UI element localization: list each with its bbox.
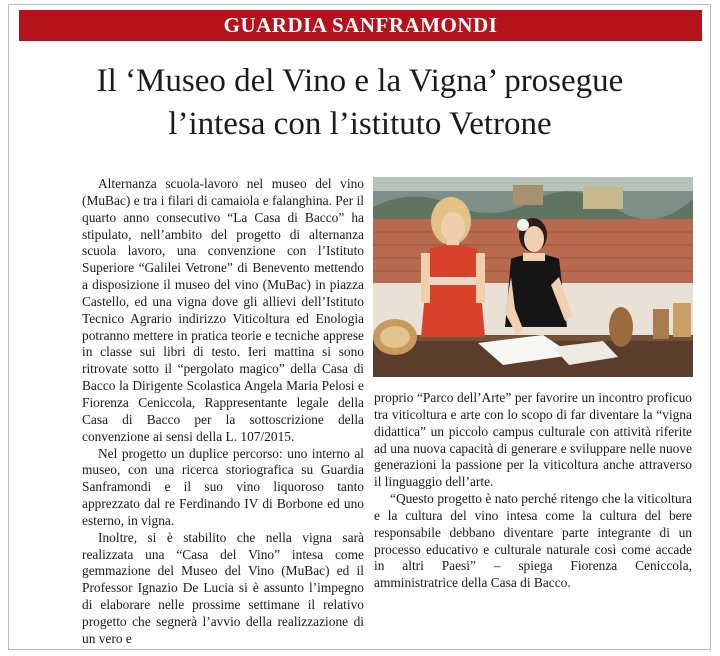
article-photo xyxy=(373,177,693,377)
headline-line-2: l’intesa con l’istituto Vetrone xyxy=(168,106,552,142)
section-header: GUARDIA SANFRAMONDI xyxy=(19,10,702,41)
photo-illustration xyxy=(373,177,693,377)
paragraph: “Questo progetto è nato perché ritengo che la viticoltura e la cultura del vino intesa come la cultura del bere responsabile debbano diventare parte integrante di un processo educativo e culturale naturale così come accade in altri Paesi” – spiega Fiorenza Ceniccola, amministratrice della Casa di Bacco. xyxy=(374,491,692,591)
paragraph: Nel progetto un duplice percorso: uno interno al museo, con una ricerca storiografica su Guardia Sanframondi e il suo vino liquoroso tanto apprezzato dal re Ferdinando IV di Borbone ed uno esterno, in vigna. xyxy=(82,445,364,528)
article-column-1 xyxy=(82,176,364,648)
paragraph: proprio “Parco dell’Arte” per favorire un incontro proficuo tra viticoltura e arte con lo scopo di far diventare la “vigna didattica” un piccolo campus culturale con attività riferite ad una nuova capacità di generare e sviluppare nelle nuove generazioni la passione per la viticoltura anche attraverso il linguaggio dell’arte. xyxy=(374,390,692,490)
article-column-2 xyxy=(374,390,692,592)
paragraph: Inoltre, si è stabilito che nella vigna sarà realizzata una “Casa del Vino” intesa come gemmazione del Museo del Vino (MuBac) ed il Professor Ignazio De Lucia si è assunto l’impegno di elaborare nelle prossime settimane il relativo progetto che segnerà l’avvio della realizzazione di un vero e xyxy=(82,529,364,646)
paragraph: Alternanza scuola-lavoro nel museo del vino (MuBac) e tra i filari di camaiola e falanghina. Per il quarto anno consecutivo “La Casa di Bacco” ha stipulato, nell’ambito del progetto di alternanza scuola lavoro, una convenzione con l’Istituto Superiore “Galilei Vetrone” di Benevento mettendo a disposizione il museo del vino (MuBac) in piazza Castello, ed una vigna dove gli allievi dell’Istituto Tecnico Agrario indirizzo Viticoltura ed Enologia potranno mettere in pratica teorie e tecniche apprese in classe sui libri di testo. Ieri mattina si sono ritrovate sotto il “pergolato magico” della Casa di Bacco la Dirigente Scolastica Angela Maria Pelosi e Fiorenza Ceniccola, Rappresentante legale della Casa di Bacco per la sottoscrizione della convenzione ai sensi della L. 107/2015. xyxy=(82,176,364,444)
headline xyxy=(30,60,690,146)
headline-line-1: Il ‘Museo del Vino e la Vigna’ prosegue xyxy=(96,63,624,99)
